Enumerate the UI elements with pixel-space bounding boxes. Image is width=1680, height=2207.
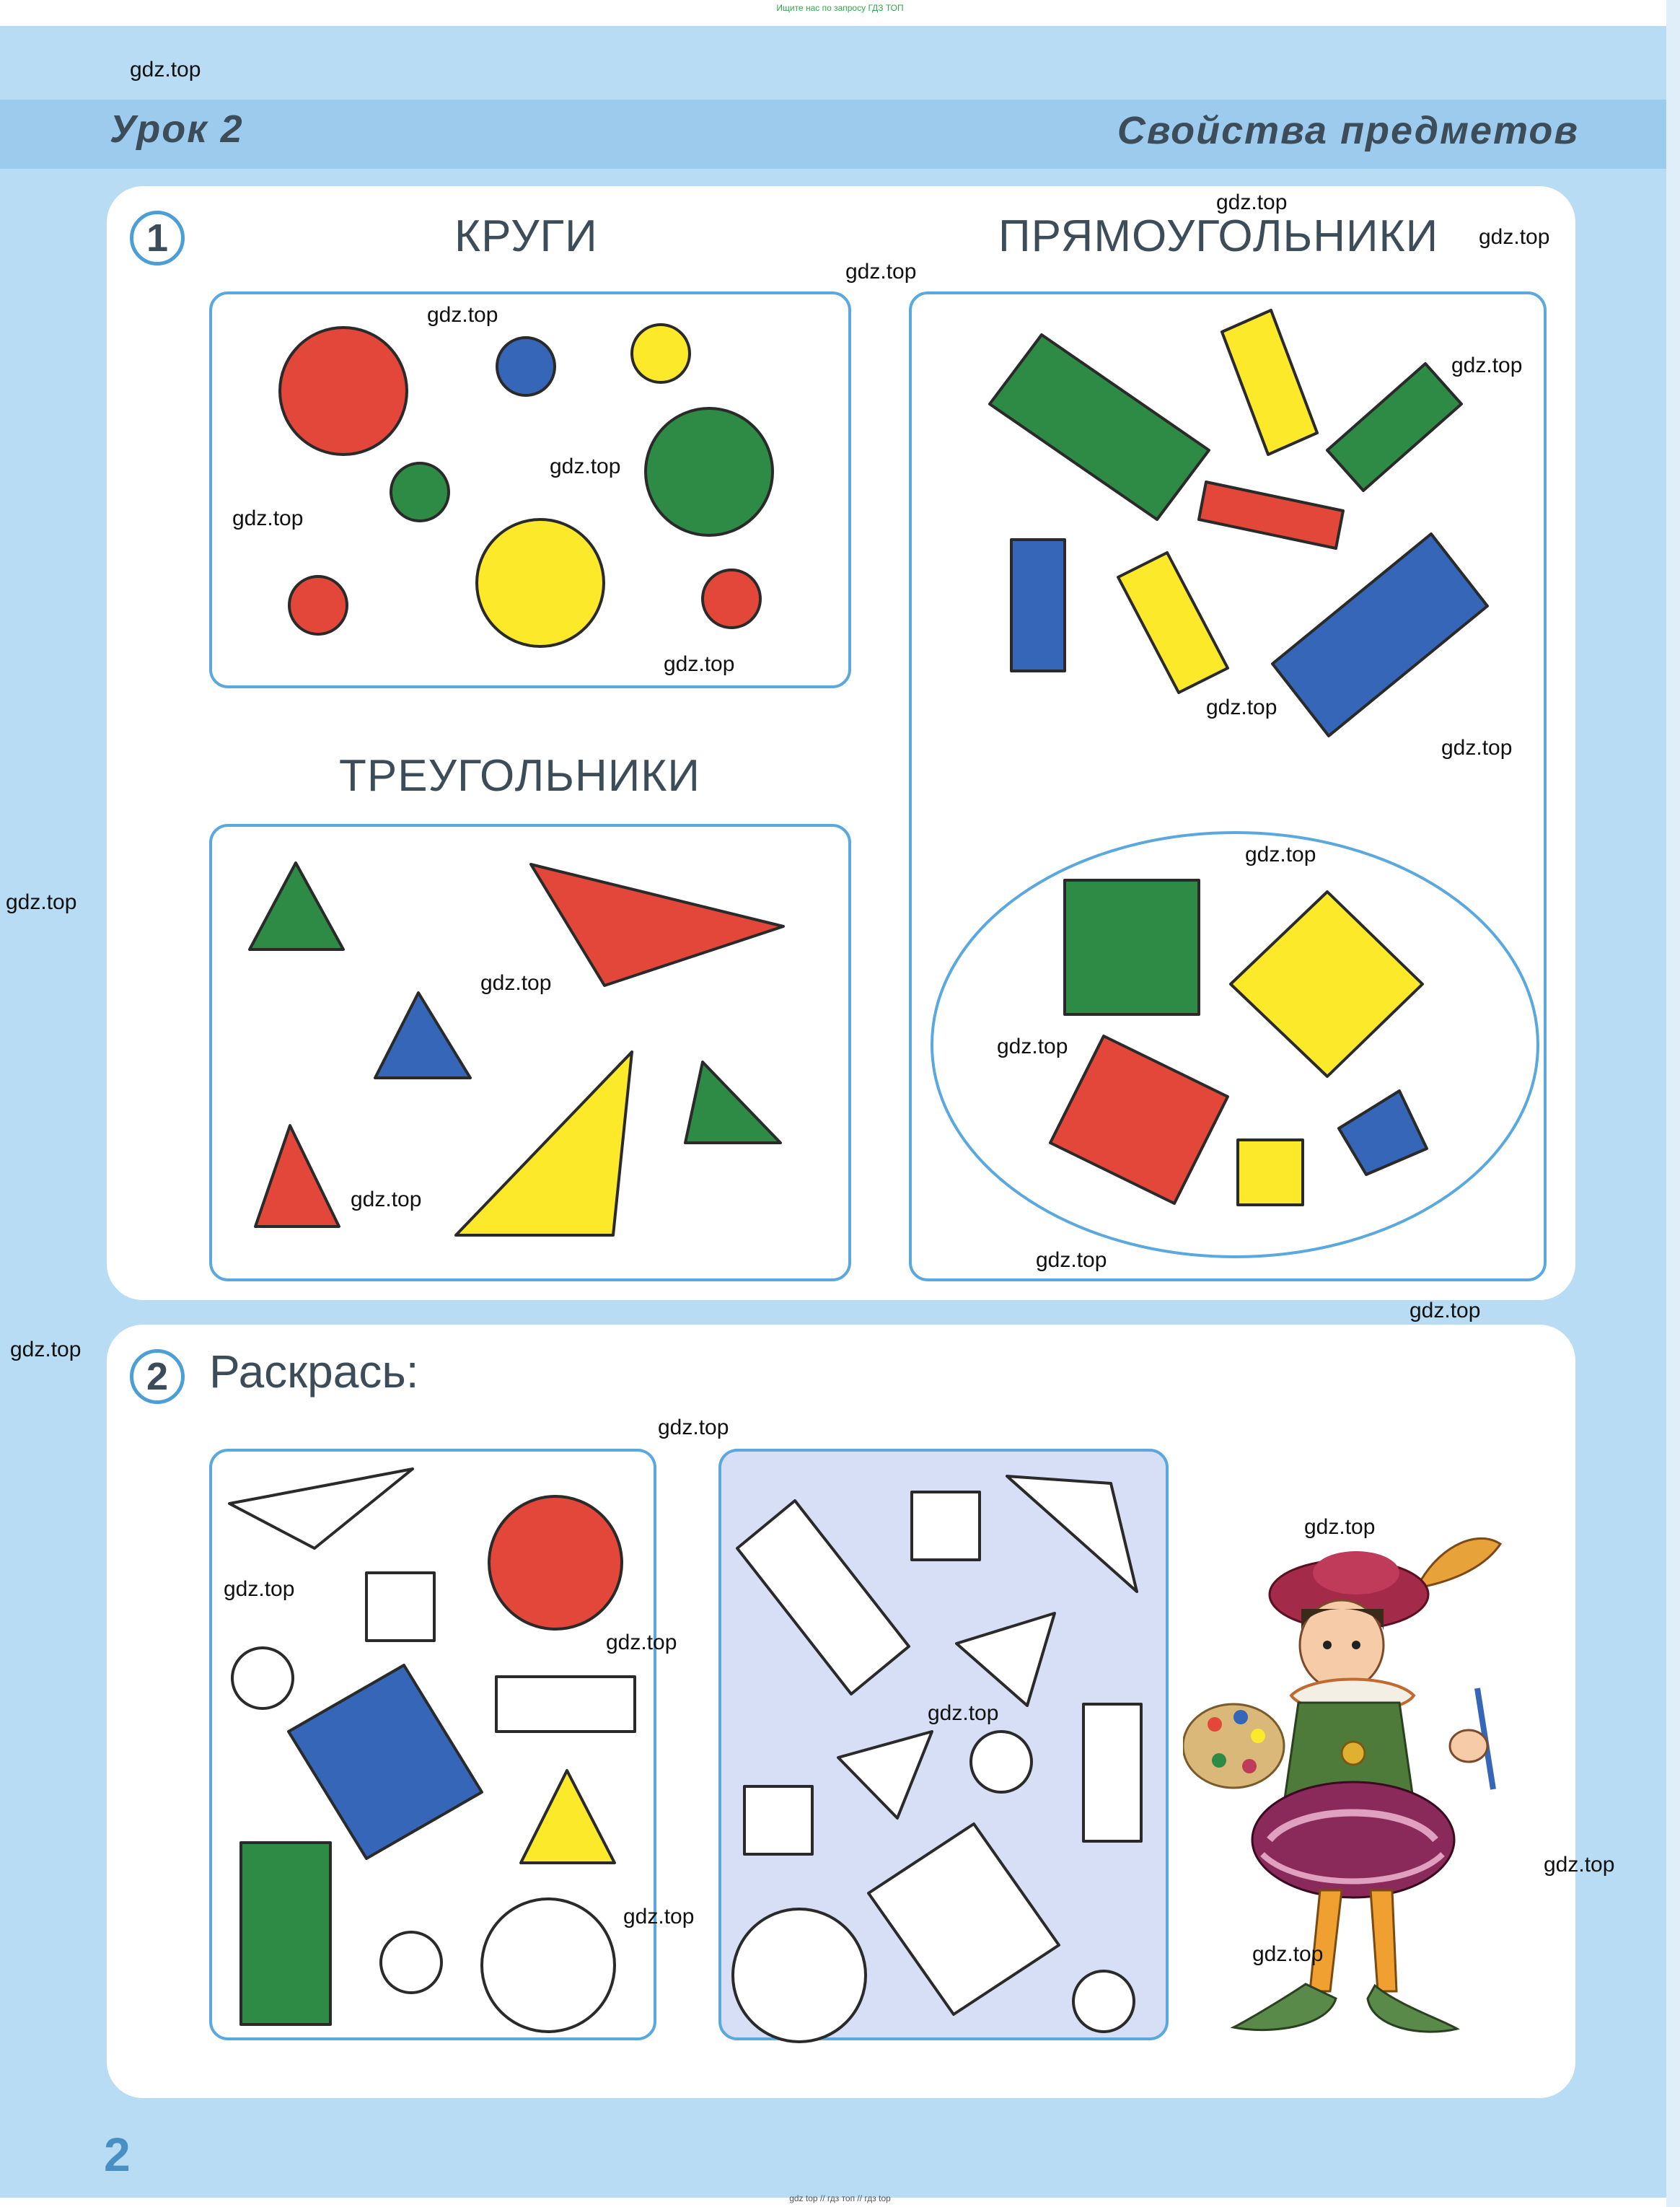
- watermark: gdz.top: [1304, 1515, 1376, 1539]
- watermark: gdz.top: [550, 455, 621, 478]
- outline-circle-large-right: [733, 1909, 866, 2042]
- filled-rect-green: [241, 1843, 330, 2024]
- watermark: gdz.top: [1245, 843, 1316, 866]
- watermark: gdz.top: [232, 506, 304, 530]
- watermark: gdz.top: [658, 1416, 729, 1439]
- outline-circle-small: [381, 1932, 441, 1993]
- watermark: gdz.top: [1409, 1299, 1481, 1322]
- task2-instruction: Раскрась:: [209, 1346, 419, 1398]
- filled-circle-red: [489, 1496, 622, 1629]
- outline-square-small: [366, 1573, 434, 1641]
- watermark: gdz.top: [845, 260, 917, 284]
- watermark: gdz.top: [1216, 190, 1288, 214]
- watermark: gdz.top: [606, 1631, 677, 1654]
- outline-circle-mid: [971, 1732, 1032, 1792]
- watermark: gdz.top: [1544, 1853, 1615, 1877]
- task1-number: 1: [130, 211, 185, 266]
- outline-rect-tall: [1083, 1704, 1141, 1841]
- watermark: gdz.top: [1036, 1248, 1107, 1272]
- watermark: gdz.top: [928, 1701, 999, 1725]
- topic-title: Свойства предметов: [1117, 109, 1579, 152]
- jester-painter-illustration: [1183, 1501, 1529, 2063]
- circles-title: КРУГИ: [454, 211, 598, 261]
- outline-circle-small-right: [1073, 1971, 1134, 2032]
- outline-triangle-lower: [838, 1732, 932, 1818]
- task2-number: 2: [130, 1349, 185, 1404]
- rectangles-title: ПРЯМОУГОЛЬНИКИ: [998, 211, 1439, 261]
- outline-triangle-topright: [1007, 1476, 1137, 1592]
- watermark: gdz.top: [130, 58, 201, 82]
- watermark: gdz.top: [10, 1338, 82, 1361]
- triangles-title: ТРЕУГОЛЬНИКИ: [339, 751, 700, 801]
- outline-rect-flat: [496, 1677, 635, 1732]
- watermark: gdz.top: [351, 1188, 422, 1211]
- watermark: gdz.top: [664, 652, 735, 676]
- watermark: gdz.top: [1479, 225, 1550, 249]
- bottom-note: gdz top // гдз топ // гдз top: [789, 2193, 891, 2203]
- watermark: gdz.top: [1451, 354, 1523, 377]
- outline-square-tilted: [868, 1824, 1059, 2014]
- watermark: gdz.top: [6, 890, 77, 914]
- outline-square-left: [744, 1786, 812, 1854]
- outline-triangle-mid: [956, 1613, 1055, 1706]
- outline-circle-left: [232, 1648, 293, 1708]
- lesson-title: Урок 2: [110, 108, 244, 151]
- outline-square-top: [912, 1492, 980, 1560]
- watermark: gdz.top: [224, 1577, 295, 1601]
- watermark: gdz.top: [427, 303, 498, 327]
- outline-rect-diagonal: [737, 1501, 909, 1694]
- watermark: gdz.top: [480, 971, 552, 995]
- watermark: gdz.top: [997, 1035, 1068, 1058]
- outline-triangle-top: [229, 1469, 413, 1548]
- outline-circle-large: [482, 1899, 615, 2032]
- top-note: Ищите нас по запросу ГДЗ ТОП: [776, 3, 904, 13]
- page-number: 2: [104, 2128, 131, 2181]
- watermark: gdz.top: [1441, 736, 1513, 760]
- watermark: gdz.top: [1206, 696, 1277, 719]
- filled-triangle-yellow: [521, 1771, 615, 1863]
- filled-square-blue: [289, 1665, 482, 1859]
- watermark: gdz.top: [623, 1905, 695, 1929]
- watermark: gdz.top: [1252, 1942, 1324, 1966]
